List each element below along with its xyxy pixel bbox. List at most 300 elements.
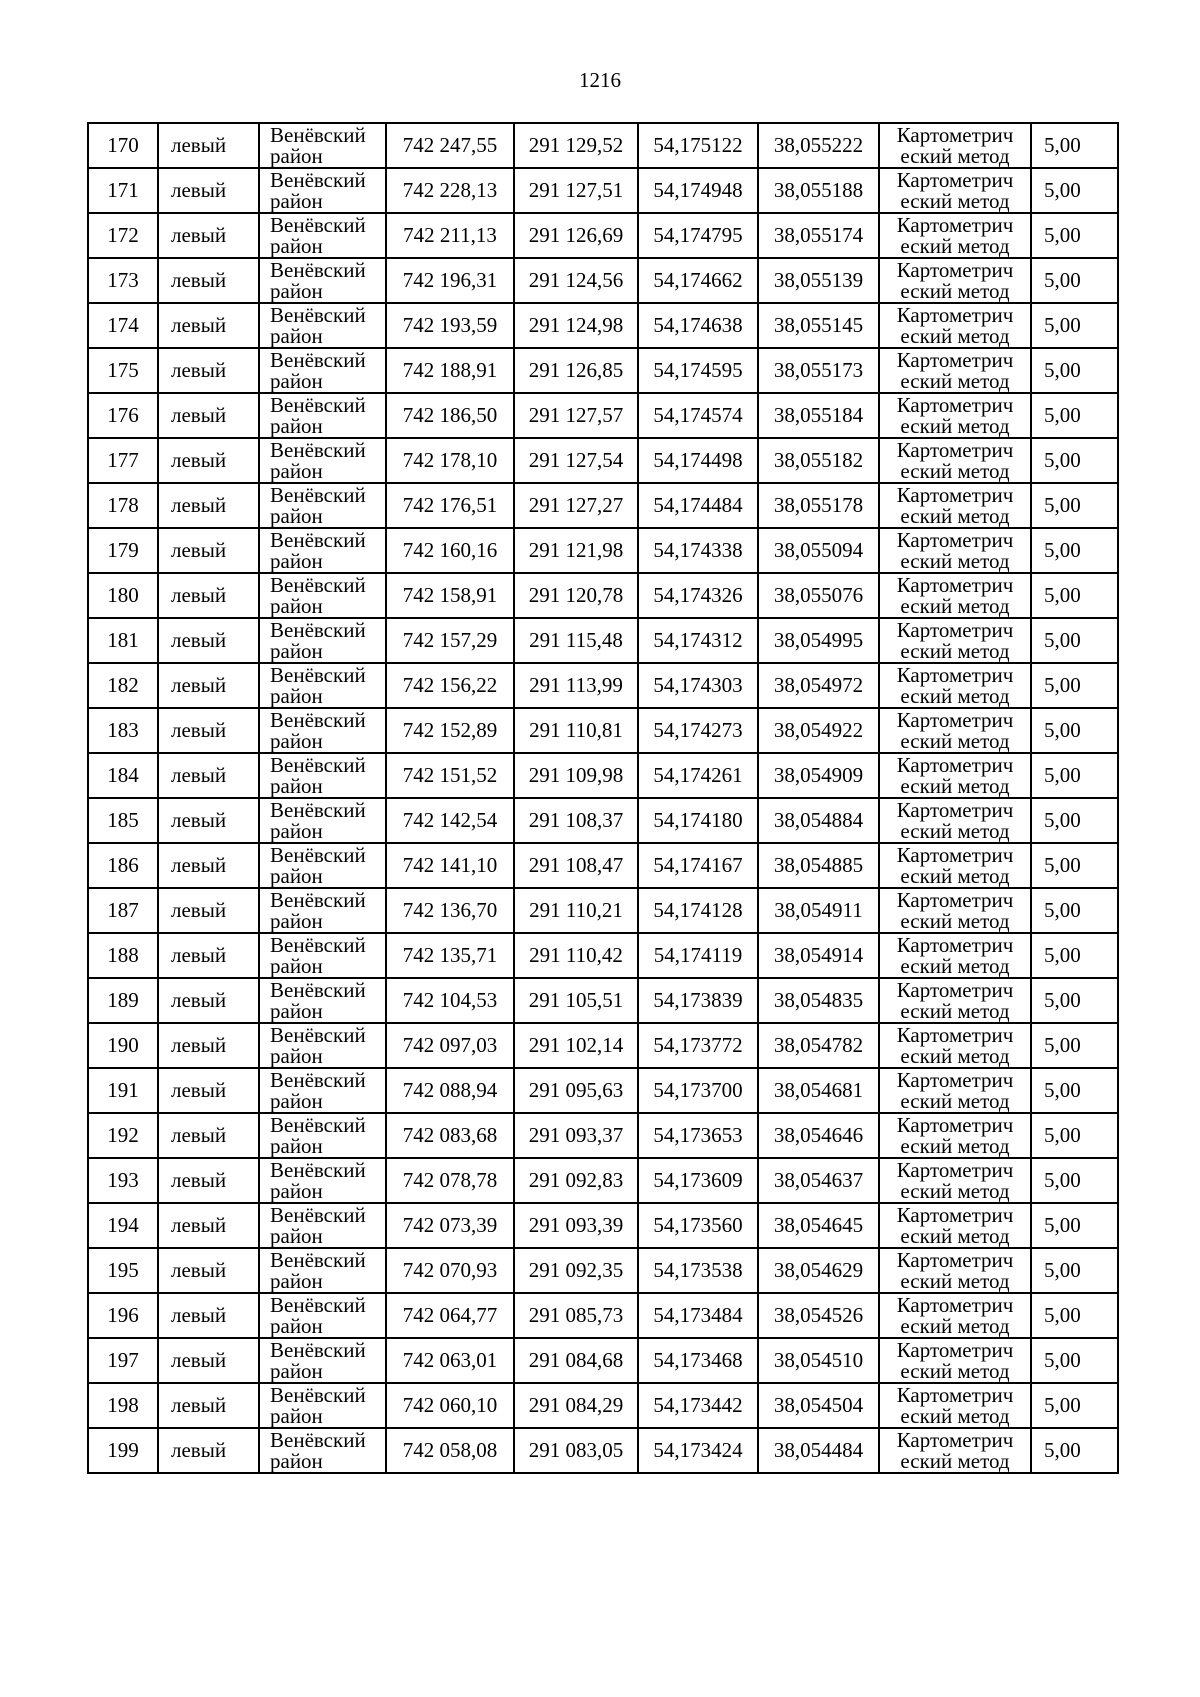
district-name-line1: Венёвский: [270, 662, 366, 687]
accuracy-cell: 5,00: [1031, 168, 1118, 213]
coord-x-cell: 742 064,77: [386, 1293, 514, 1338]
longitude-cell: 38,054646: [758, 1113, 879, 1158]
district-cell: [259, 978, 386, 1023]
accuracy-cell: 5,00: [1031, 1383, 1118, 1428]
method-cell: [879, 1338, 1031, 1383]
accuracy-cell: 5,00: [1031, 123, 1118, 168]
point-number-cell: 182: [88, 663, 158, 708]
method-name-line1: Картометрич: [896, 482, 1014, 507]
point-number-cell: 194: [88, 1203, 158, 1248]
accuracy-cell: 5,00: [1031, 753, 1118, 798]
accuracy-cell: 5,00: [1031, 1023, 1118, 1068]
method-cell: [879, 1068, 1031, 1113]
district-name-line2: район: [270, 773, 323, 798]
method-name-line1: Картометрич: [896, 257, 1014, 282]
coord-y-cell: 291 084,68: [514, 1338, 638, 1383]
district-name-line2: район: [270, 503, 323, 528]
district-cell: [259, 708, 386, 753]
coord-x-cell: 742 186,50: [386, 393, 514, 438]
latitude-cell: 54,174303: [638, 663, 758, 708]
longitude-cell: 38,055182: [758, 438, 879, 483]
table-row: [88, 663, 1118, 708]
district-name-line1: Венёвский: [270, 1247, 366, 1272]
point-number-cell: 199: [88, 1428, 158, 1473]
latitude-cell: 54,173484: [638, 1293, 758, 1338]
method-name-line1: Картометрич: [896, 122, 1014, 147]
point-number-cell: 186: [88, 843, 158, 888]
bank-side-cell: левый: [158, 528, 259, 573]
method-cell: [879, 438, 1031, 483]
point-number-cell: 177: [88, 438, 158, 483]
district-cell: [259, 888, 386, 933]
district-cell: [259, 1248, 386, 1293]
accuracy-cell: 5,00: [1031, 1338, 1118, 1383]
accuracy-cell: 5,00: [1031, 213, 1118, 258]
district-cell: [259, 933, 386, 978]
district-name-line1: Венёвский: [270, 797, 366, 822]
coord-y-cell: 291 127,54: [514, 438, 638, 483]
bank-side-cell: левый: [158, 798, 259, 843]
district-cell: [259, 348, 386, 393]
latitude-cell: 54,173468: [638, 1338, 758, 1383]
latitude-cell: 54,173560: [638, 1203, 758, 1248]
method-name-line1: Картометрич: [896, 887, 1014, 912]
district-cell: [259, 573, 386, 618]
table-row: [88, 1293, 1118, 1338]
point-number-cell: 192: [88, 1113, 158, 1158]
district-name-line1: Венёвский: [270, 392, 366, 417]
method-cell: [879, 843, 1031, 888]
table-row: [88, 1383, 1118, 1428]
district-cell: [259, 1383, 386, 1428]
district-name-line2: район: [270, 323, 323, 348]
district-cell: [259, 753, 386, 798]
method-name-line1: Картометрич: [896, 527, 1014, 552]
accuracy-cell: 5,00: [1031, 1068, 1118, 1113]
method-name-line2: еский метод: [900, 1448, 1010, 1473]
point-number-cell: 189: [88, 978, 158, 1023]
coord-y-cell: 291 110,42: [514, 933, 638, 978]
latitude-cell: 54,173653: [638, 1113, 758, 1158]
coord-y-cell: 291 127,51: [514, 168, 638, 213]
method-name-line1: Картометрич: [896, 1337, 1014, 1362]
method-name-line1: Картометрич: [896, 212, 1014, 237]
point-number-cell: 191: [88, 1068, 158, 1113]
bank-side-cell: левый: [158, 843, 259, 888]
bank-side-cell: левый: [158, 1203, 259, 1248]
coord-y-cell: 291 124,56: [514, 258, 638, 303]
latitude-cell: 54,174312: [638, 618, 758, 663]
bank-side-cell: левый: [158, 888, 259, 933]
latitude-cell: 54,174261: [638, 753, 758, 798]
longitude-cell: 38,054909: [758, 753, 879, 798]
coord-x-cell: 742 160,16: [386, 528, 514, 573]
coord-x-cell: 742 228,13: [386, 168, 514, 213]
longitude-cell: 38,054972: [758, 663, 879, 708]
method-name-line1: Картометрич: [896, 302, 1014, 327]
accuracy-cell: 5,00: [1031, 1203, 1118, 1248]
latitude-cell: 54,174273: [638, 708, 758, 753]
table-row: [88, 258, 1118, 303]
district-name-line2: район: [270, 233, 323, 258]
bank-side-cell: левый: [158, 618, 259, 663]
coord-x-cell: 742 070,93: [386, 1248, 514, 1293]
district-name-line1: Венёвский: [270, 122, 366, 147]
accuracy-cell: 5,00: [1031, 663, 1118, 708]
point-number-cell: 170: [88, 123, 158, 168]
accuracy-cell: 5,00: [1031, 573, 1118, 618]
method-name-line2: еский метод: [900, 233, 1010, 258]
point-number-cell: 197: [88, 1338, 158, 1383]
table-row: [88, 1113, 1118, 1158]
coord-y-cell: 291 113,99: [514, 663, 638, 708]
method-name-line1: Картометрич: [896, 617, 1014, 642]
district-cell: [259, 213, 386, 258]
coord-y-cell: 291 085,73: [514, 1293, 638, 1338]
coord-x-cell: 742 104,53: [386, 978, 514, 1023]
method-name-line1: Картометрич: [896, 1157, 1014, 1182]
method-cell: [879, 753, 1031, 798]
district-cell: [259, 798, 386, 843]
district-name-line1: Венёвский: [270, 1427, 366, 1452]
method-name-line2: еский метод: [900, 1403, 1010, 1428]
district-name-line2: район: [270, 1178, 323, 1203]
coord-y-cell: 291 108,47: [514, 843, 638, 888]
district-name-line2: район: [270, 188, 323, 213]
method-name-line2: еский метод: [900, 593, 1010, 618]
coord-x-cell: 742 088,94: [386, 1068, 514, 1113]
table-row: [88, 1203, 1118, 1248]
method-cell: [879, 978, 1031, 1023]
latitude-cell: 54,173609: [638, 1158, 758, 1203]
district-name-line2: район: [270, 1268, 323, 1293]
coord-x-cell: 742 135,71: [386, 933, 514, 978]
longitude-cell: 38,054911: [758, 888, 879, 933]
longitude-cell: 38,054637: [758, 1158, 879, 1203]
coord-x-cell: 742 063,01: [386, 1338, 514, 1383]
method-cell: [879, 393, 1031, 438]
coord-y-cell: 291 115,48: [514, 618, 638, 663]
district-name-line2: район: [270, 998, 323, 1023]
coord-x-cell: 742 156,22: [386, 663, 514, 708]
coord-y-cell: 291 124,98: [514, 303, 638, 348]
bank-side-cell: левый: [158, 1158, 259, 1203]
district-name-line2: район: [270, 953, 323, 978]
table-row: [88, 303, 1118, 348]
longitude-cell: 38,055145: [758, 303, 879, 348]
latitude-cell: 54,174795: [638, 213, 758, 258]
coord-y-cell: 291 105,51: [514, 978, 638, 1023]
point-number-cell: 187: [88, 888, 158, 933]
method-name-line2: еский метод: [900, 1133, 1010, 1158]
coord-x-cell: 742 083,68: [386, 1113, 514, 1158]
method-name-line2: еский метод: [900, 1178, 1010, 1203]
district-name-line1: Венёвский: [270, 932, 366, 957]
longitude-cell: 38,055139: [758, 258, 879, 303]
bank-side-cell: левый: [158, 483, 259, 528]
district-name-line1: Венёвский: [270, 1292, 366, 1317]
coord-y-cell: 291 084,29: [514, 1383, 638, 1428]
method-name-line2: еский метод: [900, 1088, 1010, 1113]
longitude-cell: 38,055184: [758, 393, 879, 438]
longitude-cell: 38,054782: [758, 1023, 879, 1068]
coord-y-cell: 291 110,21: [514, 888, 638, 933]
method-name-line1: Картометрич: [896, 977, 1014, 1002]
accuracy-cell: 5,00: [1031, 843, 1118, 888]
longitude-cell: 38,054629: [758, 1248, 879, 1293]
district-cell: [259, 393, 386, 438]
bank-side-cell: левый: [158, 1383, 259, 1428]
coord-x-cell: 742 136,70: [386, 888, 514, 933]
table-row: [88, 438, 1118, 483]
coord-y-cell: 291 092,83: [514, 1158, 638, 1203]
longitude-cell: 38,054681: [758, 1068, 879, 1113]
method-cell: [879, 573, 1031, 618]
bank-side-cell: левый: [158, 1428, 259, 1473]
method-name-line1: Картометрич: [896, 347, 1014, 372]
method-name-line2: еский метод: [900, 1313, 1010, 1338]
point-number-cell: 183: [88, 708, 158, 753]
point-number-cell: 174: [88, 303, 158, 348]
coord-y-cell: 291 083,05: [514, 1428, 638, 1473]
district-name-line1: Венёвский: [270, 437, 366, 462]
point-number-cell: 195: [88, 1248, 158, 1293]
method-name-line2: еский метод: [900, 818, 1010, 843]
bank-side-cell: левый: [158, 303, 259, 348]
district-name-line1: Венёвский: [270, 302, 366, 327]
district-name-line2: район: [270, 863, 323, 888]
district-name-line2: район: [270, 1403, 323, 1428]
coord-y-cell: 291 126,69: [514, 213, 638, 258]
bank-side-cell: левый: [158, 933, 259, 978]
longitude-cell: 38,054884: [758, 798, 879, 843]
district-name-line2: район: [270, 1448, 323, 1473]
table-row: [88, 393, 1118, 438]
latitude-cell: 54,174638: [638, 303, 758, 348]
point-number-cell: 185: [88, 798, 158, 843]
district-name-line2: район: [270, 1358, 323, 1383]
latitude-cell: 54,174948: [638, 168, 758, 213]
table-row: [88, 618, 1118, 663]
method-name-line1: Картометрич: [896, 1292, 1014, 1317]
district-cell: [259, 258, 386, 303]
point-number-cell: 181: [88, 618, 158, 663]
point-number-cell: 178: [88, 483, 158, 528]
coord-x-cell: 742 141,10: [386, 843, 514, 888]
accuracy-cell: 5,00: [1031, 1248, 1118, 1293]
method-cell: [879, 258, 1031, 303]
longitude-cell: 38,054995: [758, 618, 879, 663]
point-number-cell: 198: [88, 1383, 158, 1428]
point-number-cell: 196: [88, 1293, 158, 1338]
method-name-line2: еский метод: [900, 143, 1010, 168]
coord-y-cell: 291 110,81: [514, 708, 638, 753]
latitude-cell: 54,174662: [638, 258, 758, 303]
district-cell: [259, 1023, 386, 1068]
method-cell: [879, 168, 1031, 213]
district-name-line2: район: [270, 1313, 323, 1338]
point-number-cell: 180: [88, 573, 158, 618]
page-number: 1216: [579, 68, 621, 92]
district-name-line1: Венёвский: [270, 1337, 366, 1362]
district-name-line2: район: [270, 413, 323, 438]
district-name-line2: район: [270, 1133, 323, 1158]
district-cell: [259, 303, 386, 348]
district-cell: [259, 123, 386, 168]
method-name-line2: еский метод: [900, 683, 1010, 708]
district-name-line1: Венёвский: [270, 617, 366, 642]
method-name-line1: Картометрич: [896, 1022, 1014, 1047]
district-name-line1: Венёвский: [270, 212, 366, 237]
district-name-line1: Венёвский: [270, 1112, 366, 1137]
district-name-line1: Венёвский: [270, 977, 366, 1002]
district-name-line1: Венёвский: [270, 752, 366, 777]
bank-side-cell: левый: [158, 753, 259, 798]
bank-side-cell: левый: [158, 123, 259, 168]
point-number-cell: 188: [88, 933, 158, 978]
latitude-cell: 54,174338: [638, 528, 758, 573]
district-name-line1: Венёвский: [270, 1202, 366, 1227]
coord-y-cell: 291 093,37: [514, 1113, 638, 1158]
method-name-line2: еский метод: [900, 548, 1010, 573]
district-name-line1: Венёвский: [270, 1022, 366, 1047]
latitude-cell: 54,175122: [638, 123, 758, 168]
point-number-cell: 171: [88, 168, 158, 213]
table-row: [88, 753, 1118, 798]
table-row: [88, 573, 1118, 618]
method-cell: [879, 528, 1031, 573]
table-row: [88, 1023, 1118, 1068]
table-row: [88, 1158, 1118, 1203]
district-name-line2: район: [270, 683, 323, 708]
table-row: [88, 213, 1118, 258]
method-cell: [879, 798, 1031, 843]
district-name-line2: район: [270, 908, 323, 933]
district-name-line2: район: [270, 368, 323, 393]
accuracy-cell: 5,00: [1031, 888, 1118, 933]
bank-side-cell: левый: [158, 978, 259, 1023]
method-cell: [879, 483, 1031, 528]
longitude-cell: 38,054885: [758, 843, 879, 888]
method-name-line1: Картометрич: [896, 1382, 1014, 1407]
method-name-line2: еский метод: [900, 503, 1010, 528]
method-name-line2: еский метод: [900, 998, 1010, 1023]
coord-x-cell: 742 247,55: [386, 123, 514, 168]
longitude-cell: 38,054922: [758, 708, 879, 753]
coord-x-cell: 742 178,10: [386, 438, 514, 483]
method-name-line2: еский метод: [900, 278, 1010, 303]
point-number-cell: 179: [88, 528, 158, 573]
method-cell: [879, 1428, 1031, 1473]
method-name-line2: еский метод: [900, 638, 1010, 663]
method-cell: [879, 888, 1031, 933]
table-row: [88, 1428, 1118, 1473]
accuracy-cell: 5,00: [1031, 978, 1118, 1023]
table-row: [88, 843, 1118, 888]
district-name-line1: Венёвский: [270, 257, 366, 282]
coord-x-cell: 742 188,91: [386, 348, 514, 393]
coord-y-cell: 291 127,27: [514, 483, 638, 528]
method-cell: [879, 303, 1031, 348]
method-name-line2: еский метод: [900, 1043, 1010, 1068]
method-name-line2: еский метод: [900, 908, 1010, 933]
accuracy-cell: 5,00: [1031, 708, 1118, 753]
method-cell: [879, 348, 1031, 393]
longitude-cell: 38,054504: [758, 1383, 879, 1428]
longitude-cell: 38,055076: [758, 573, 879, 618]
district-cell: [259, 438, 386, 483]
method-name-line1: Картометрич: [896, 1067, 1014, 1092]
point-number-cell: 176: [88, 393, 158, 438]
method-cell: [879, 618, 1031, 663]
coord-y-cell: 291 102,14: [514, 1023, 638, 1068]
bank-side-cell: левый: [158, 1113, 259, 1158]
longitude-cell: 38,055174: [758, 213, 879, 258]
method-name-line1: Картометрич: [896, 932, 1014, 957]
method-name-line2: еский метод: [900, 323, 1010, 348]
bank-side-cell: левый: [158, 438, 259, 483]
district-name-line1: Венёвский: [270, 167, 366, 192]
table-row: [88, 888, 1118, 933]
coord-x-cell: 742 193,59: [386, 303, 514, 348]
method-name-line1: Картометрич: [896, 1247, 1014, 1272]
method-name-line1: Картометрич: [896, 1427, 1014, 1452]
coord-x-cell: 742 158,91: [386, 573, 514, 618]
coord-x-cell: 742 152,89: [386, 708, 514, 753]
district-name-line2: район: [270, 548, 323, 573]
district-name-line2: район: [270, 143, 323, 168]
coordinates-table: [87, 122, 1119, 1474]
latitude-cell: 54,173772: [638, 1023, 758, 1068]
method-name-line2: еский метод: [900, 773, 1010, 798]
bank-side-cell: левый: [158, 573, 259, 618]
district-name-line2: район: [270, 638, 323, 663]
point-number-cell: 193: [88, 1158, 158, 1203]
district-name-line2: район: [270, 1088, 323, 1113]
coord-x-cell: 742 151,52: [386, 753, 514, 798]
district-name-line1: Венёвский: [270, 1382, 366, 1407]
longitude-cell: 38,055178: [758, 483, 879, 528]
method-cell: [879, 1203, 1031, 1248]
district-name-line2: район: [270, 1043, 323, 1068]
table-row: [88, 348, 1118, 393]
district-name-line2: район: [270, 728, 323, 753]
table-row: [88, 483, 1118, 528]
accuracy-cell: 5,00: [1031, 438, 1118, 483]
accuracy-cell: 5,00: [1031, 348, 1118, 393]
district-cell: [259, 1113, 386, 1158]
coord-y-cell: 291 093,39: [514, 1203, 638, 1248]
latitude-cell: 54,173424: [638, 1428, 758, 1473]
accuracy-cell: 5,00: [1031, 258, 1118, 303]
coord-y-cell: 291 129,52: [514, 123, 638, 168]
latitude-cell: 54,174167: [638, 843, 758, 888]
method-cell: [879, 213, 1031, 258]
method-cell: [879, 123, 1031, 168]
district-cell: [259, 1428, 386, 1473]
method-cell: [879, 1158, 1031, 1203]
method-name-line2: еский метод: [900, 458, 1010, 483]
method-name-line1: Картометрич: [896, 572, 1014, 597]
latitude-cell: 54,173839: [638, 978, 758, 1023]
latitude-cell: 54,174326: [638, 573, 758, 618]
coord-y-cell: 291 108,37: [514, 798, 638, 843]
method-name-line2: еский метод: [900, 728, 1010, 753]
coord-x-cell: 742 142,54: [386, 798, 514, 843]
method-name-line1: Картометрич: [896, 752, 1014, 777]
district-name-line2: район: [270, 818, 323, 843]
method-cell: [879, 663, 1031, 708]
